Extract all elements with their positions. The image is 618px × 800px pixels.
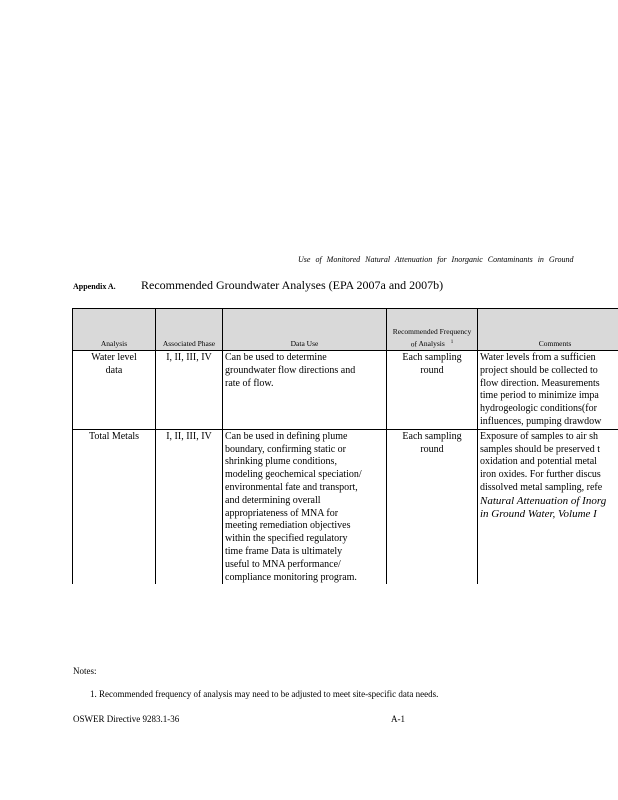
table-row (73, 429, 618, 584)
table-row (73, 351, 618, 430)
cell-data-use: Can be used to determine groundwater flow directions and rate of flow. (223, 351, 387, 430)
cell-analysis: Water level data (73, 351, 156, 430)
header-analysis: Analysis (73, 309, 156, 351)
header-comments: Comments (478, 309, 618, 351)
notes-label: Notes: (73, 666, 97, 676)
note-item: 1. Recommended frequency of analysis may need to be adjusted to meet site-specific data needs. (90, 689, 439, 699)
cell-frequency: Each sampling round (387, 351, 478, 430)
running-header: Use of Monitored Natural Attenuation for Inorganic Contaminants in Ground (298, 255, 574, 264)
footnote-marker: 1 (450, 339, 454, 345)
cell-phase: I, II, III, IV (156, 351, 223, 430)
cell-comments: Exposure of samples to air sh samples should be preserved t oxidation and potential metal iron oxides. For further discus dissolved metal sampling, refe Natural Attenuation of Inorg in Ground Water, Volume I (478, 429, 618, 584)
cell-comments: Water levels from a sufficien project should be collected to flow direction. Measurements time period to minimize impa hydrogeologic conditions(for influences, pumping drawdow (478, 351, 618, 430)
appendix-label: Appendix A. (73, 282, 116, 291)
cell-data-use: Can be used in defining plume boundary, confirming static or shrinking plume conditions, modeling geochemical speciation/ environmental fate and transport, and determining overall appropriateness of MNA for meeting remediation objectives within the specified regulatory time frame Data is ultimately useful to MNA performance/ compliance monitoring program. (223, 429, 387, 584)
citation-title-cont: in Ground Water, Volume I (480, 507, 597, 520)
appendix-title: Recommended Groundwater Analyses (EPA 2007a and 2007b) (141, 278, 444, 292)
table-header-row (73, 309, 618, 351)
page-number: A-1 (391, 714, 405, 724)
citation-title: Natural Attenuation of Inorg (480, 494, 607, 507)
footer-directive: OSWER Directive 9283.1-36 (73, 714, 180, 724)
header-frequency: Recommended Frequency of Analysis $^1$ (387, 309, 478, 351)
groundwater-analyses-table (72, 308, 618, 584)
header-data-use: Data Use (223, 309, 387, 351)
header-phase: Associated Phase (156, 309, 223, 351)
cell-frequency: Each sampling round (387, 429, 478, 584)
cell-phase: I, II, III, IV (156, 429, 223, 584)
cell-analysis: Total Metals (73, 429, 156, 584)
